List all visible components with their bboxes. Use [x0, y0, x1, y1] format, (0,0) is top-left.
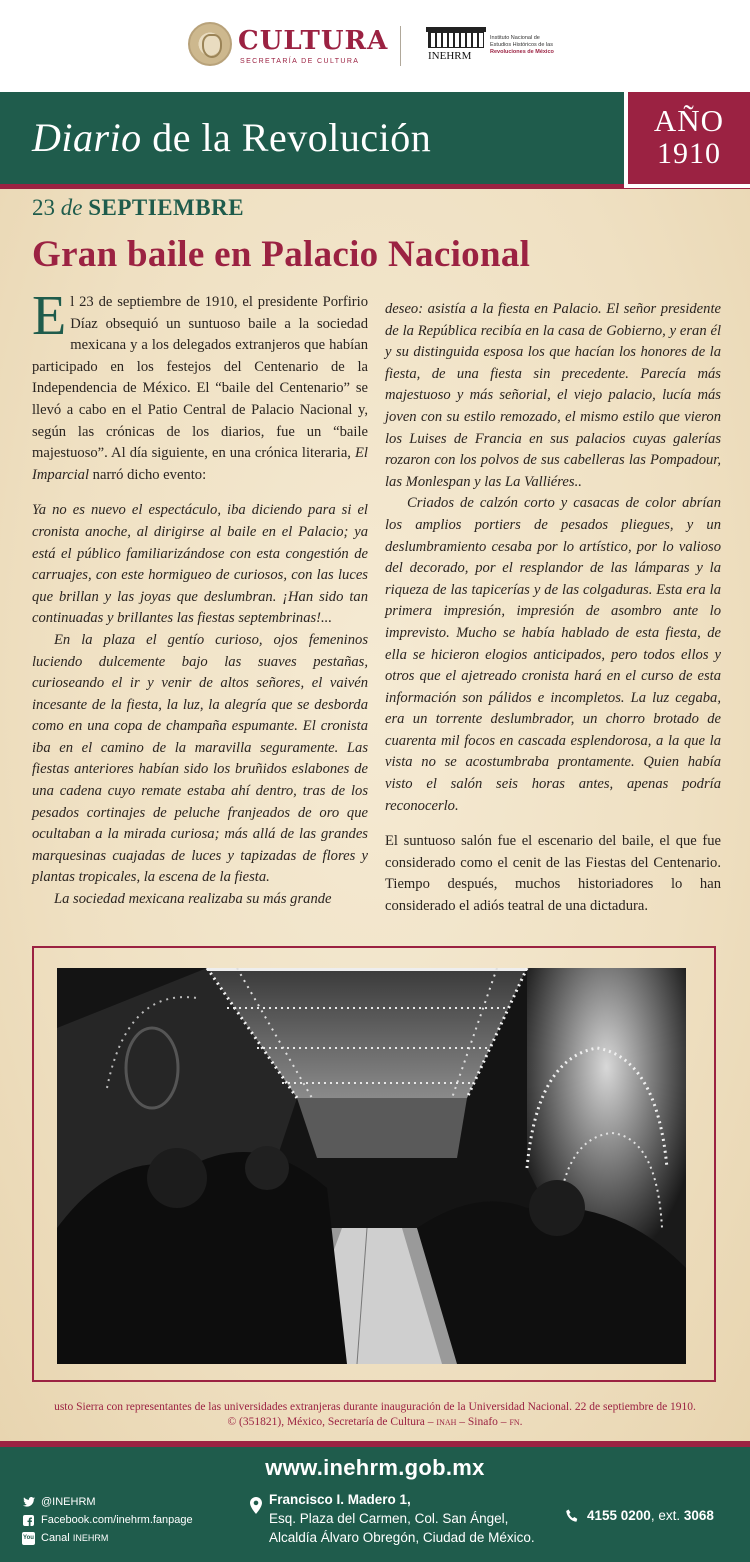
quote-paragraph-1: Ya no es nuevo el espectáculo, iba diciendo para si el cronista anoche, al dirigirse al baile en el Palacio; ya está el público familiarizándose con esta congestión de carruajes, con este hormigueo de curiosos, con las luces que brillan y las joyas que deslumbran. ¡Han sido tan continuadas y brillantes las fiestas septembrinas!... [32, 502, 368, 627]
inehrm-desc-line2: Estudios Históricos de las [490, 42, 553, 48]
address [269, 1490, 535, 1547]
logo-divider [400, 26, 401, 66]
paragraph-gap [32, 486, 368, 500]
quote-paragraph-3-start [32, 889, 368, 911]
address-line-2: Esq. Plaza del Carmen, Col. San Ángel, [269, 1511, 509, 1526]
caption-inah: inah [436, 1416, 457, 1428]
paragraph-gap-2 [385, 817, 721, 831]
caption-credit-c: . [519, 1416, 523, 1428]
cultura-subtitle: SECRETARÍA DE CULTURA [240, 58, 360, 65]
mexico-seal-icon [188, 22, 232, 66]
date-de: de [60, 195, 83, 220]
footer [0, 1447, 750, 1562]
facebook-icon [22, 1514, 35, 1527]
article-column-left [32, 285, 368, 911]
logo-header [0, 0, 750, 92]
caption-credit-a: © (351821), México, Secretaría de Cultura – [227, 1416, 437, 1428]
phone-ext: 3068 [683, 1508, 714, 1523]
inehrm-logo-text: INEHRM [428, 50, 472, 62]
intro-end: narró dicho evento: [92, 466, 207, 483]
quote-paragraph-3-continued: deseo: asistía a la fiesta en Palacio. El señor presidente de la República recibía en la casa de Gobierno, y eran él y su distinguida esposa los que hacían los honores de la fiesta, de una fiesta sin precedente. Parecía más majestuoso y más señorial, el viejo palacio, lucía más joven con su estilo remozado, el mismo estilo que vieron los Luises de Francia en sus palacios cuyas galerías rozaron con los polvos de sus cabelleras las Pompadour, las Monlespan y las La Valliéres.. [385, 301, 721, 490]
map-pin-icon [250, 1497, 262, 1519]
phone-ext-label: , ext. [650, 1508, 681, 1523]
historic-photo [57, 968, 686, 1364]
youtube-link[interactable] [22, 1529, 193, 1547]
year-badge [624, 92, 750, 188]
phone-main: 4155 0200 [587, 1508, 651, 1523]
caption-credit-b: – Sinafo – [456, 1416, 510, 1428]
phone-icon [566, 1509, 578, 1528]
youtube-icon: You [22, 1532, 35, 1545]
caption-fn: fn [509, 1416, 520, 1428]
quote-paragraph-4: Criados de calzón corto y casacas de color abrían los amplios portiers de pesados pliegues, y un deslumbramiento cesaba por lo artístico, por lo valioso del decorado, por el resplandor de las lámparas y la riqueza de las tapicerías y de las colgaduras. Esta era la primera impresión, impresión de asombro ante lo imprevisto. Mucho se había hablado de esta fiesta, de ella se hicieron elogios anticipados, pero todos ellos y otros que el ajetreado cronista hará en el curso de esta información son pálidos e incompletos. La luz cegaba, era un torrente deslumbrador, un chorro brotado de cuarenta mil focos en cascada esplendorosa, a la que la vista no se acostumbraba prontamente. Quien había visto el salón seis horas antes, apenas podría reconocerlo. [385, 495, 721, 814]
article-date [32, 195, 244, 221]
closing-paragraph: El suntuoso salón fue el escenario del baile, el que fue considerado como el cenit de las Fiestas del Centenario. Tiempo después, muchos historiadores lo han considerado el adiós teatral de una dictadura. [385, 833, 721, 915]
banquet-hall-photo [57, 968, 686, 1364]
date-month: SEPTIEMBRE [88, 195, 245, 220]
twitter-handle: @INEHRM [41, 1496, 96, 1508]
social-links [22, 1493, 193, 1547]
intro-paragraph [32, 285, 368, 486]
youtube-name: INEHRM [72, 1533, 109, 1543]
address-line-3: Alcaldía Álvaro Obregón, Ciudad de México. [269, 1530, 535, 1545]
website-link[interactable]: www.inehrm.gob.mx [265, 1455, 485, 1480]
title-rest: de la Revolución [141, 115, 432, 160]
twitter-link[interactable] [22, 1493, 193, 1511]
quote-3-text: La sociedad mexicana realizaba su más grande [54, 891, 332, 908]
intro-source: El Imparcial [32, 445, 368, 483]
article-headline: Gran baile en Palacio Nacional [32, 234, 531, 275]
caption-line-2 [0, 1415, 750, 1430]
photo-caption [0, 1400, 750, 1430]
inehrm-description [490, 35, 570, 56]
cultura-logo-text: CULTURA [238, 26, 389, 56]
inehrm-building-icon [428, 32, 484, 48]
facebook-link[interactable] [22, 1511, 193, 1529]
facebook-url: Facebook.com/inehrm.fanpage [41, 1514, 193, 1526]
caption-line-1: usto Sierra con representantes de las universidades extranjeras durante inauguración de la Universidad Nacional. 22 de septiembre de 1910. [54, 1401, 696, 1413]
year-label: AÑO [653, 103, 725, 138]
youtube-prefix: Canal [41, 1532, 70, 1544]
quote-paragraph-2: En la plaza el gentío curioso, ojos femeninos luciendo dulcemente bajo las suaves pestañas, curioseando el ir y venir de altos señores, el vaivén incesante de la fiesta, la luz, la alegría que se desborda como en una copa de champaña espumante. El cronista iba en el camino de la maravilla seguramente. Las fiestas anteriores habían sido los bruñidos eslabones de una cadena cuyo remate estaba ahí dentro, tras de los pesados cortinajes de peluche franjeados de oro que ocultaban a la mirada curiosa; más allá de las grandes marquesinas cuajadas de luces y tapizadas de flores y plantas tropicales, la escena de la fiesta. [32, 631, 368, 886]
publication-title [32, 114, 431, 161]
date-day: 23 [32, 195, 55, 220]
intro-text: l 23 de septiembre de 1910, el presidente Porfirio Díaz obsequió un suntuoso baile a la sociedad mexicana y a los delegados extranjeros que habían participado en los festejos del Centenario de la Independencia de México. El “baile del Centenario” se llevó a cabo en el Patio Central de Palacio Nacional y, según las crónicas de los diarios, fue un “baile majestuoso”. Al día siguiente, en una crónica literaria, [32, 294, 368, 462]
year-number: 1910 [657, 137, 721, 170]
twitter-icon [22, 1496, 35, 1509]
phone-number[interactable] [587, 1508, 714, 1523]
inehrm-desc-line3: Revoluciones de México [490, 49, 554, 55]
inehrm-desc-line1: Instituto Nacional de [490, 35, 540, 41]
address-street: Francisco I. Madero 1, [269, 1492, 411, 1507]
drop-cap: E [32, 285, 67, 347]
article-column-right-content [385, 299, 721, 918]
title-italic: Diario [32, 115, 142, 160]
